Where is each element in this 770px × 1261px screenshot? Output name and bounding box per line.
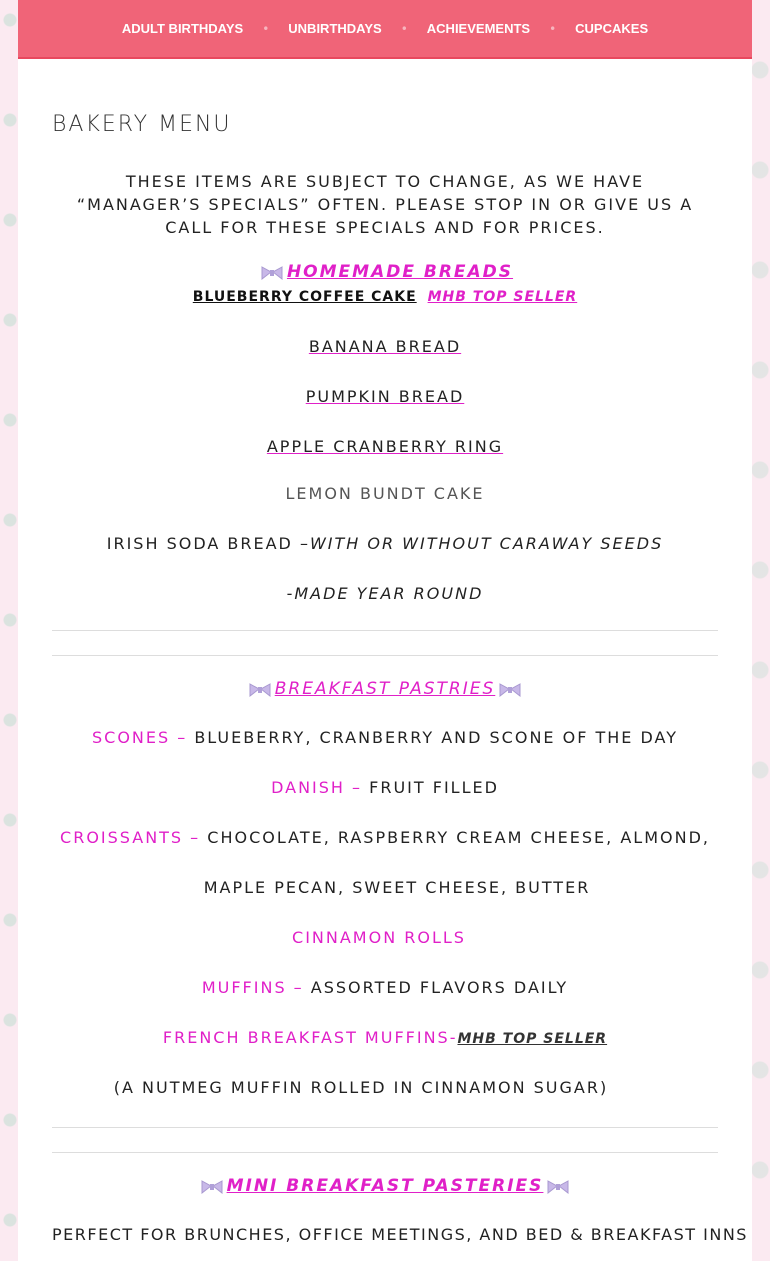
menu-item-desc: (A NUTMEG MUFFIN ROLLED IN CINNAMON SUGAR) (113, 1078, 609, 1097)
pastry-item-scones (52, 728, 718, 747)
nav-separator: • (400, 21, 408, 36)
menu-item-name: CINNAMON ROLLS (292, 928, 466, 947)
pastry-item-cinnamon-rolls (46, 928, 712, 947)
bread-item-blueberry-coffee-cake (52, 289, 718, 305)
menu-item-name: BANANA BREAD (308, 337, 462, 356)
menu-item-desc: BLUEBERRY, CRANBERRY AND SCONE OF THE DAY (194, 728, 678, 747)
pastries-heading-link[interactable]: BREAKFAST PASTRIES (274, 679, 496, 699)
menu-item-name: SCONES – (91, 728, 188, 747)
top-seller-link[interactable]: MHB TOP SELLER (457, 1031, 608, 1047)
menu-item-note: WITH OR WITHOUT CARAWAY SEEDS (309, 534, 664, 553)
pastry-item-croissants-cont (64, 878, 730, 897)
pastry-item-muffins (52, 978, 718, 997)
page-title: BAKERY MENU (52, 112, 232, 137)
mini-description (52, 1225, 748, 1244)
bread-item-irish-soda (52, 534, 718, 553)
menu-item-name: FRENCH BREAKFAST MUFFINS- (162, 1028, 458, 1047)
mini-heading-link[interactable]: MINI BREAKFAST PASTERIES (226, 1176, 544, 1196)
pastry-item-french-breakfast-muffins (52, 1028, 718, 1047)
pastry-item-danish (52, 778, 718, 797)
nav-adult-birthdays[interactable]: ADULT BIRTHDAYS (121, 21, 244, 36)
pastries-heading-row (52, 679, 718, 699)
bread-item-apple-cranberry-ring (52, 437, 718, 456)
bread-item-pumpkin (52, 387, 718, 406)
section-divider (52, 1152, 718, 1153)
menu-item-name: APPLE CRANBERRY RING (266, 437, 504, 456)
nav-achievements[interactable]: ACHIEVEMENTS (426, 21, 531, 36)
mini-heading-row (52, 1176, 718, 1196)
bread-item-year-round (52, 584, 718, 603)
menu-item-name: PUMPKIN BREAD (305, 387, 465, 406)
bow-tie-icon (248, 683, 272, 697)
menu-item-desc: ASSORTED FLAVORS DAILY (310, 978, 569, 997)
section-divider (52, 630, 718, 631)
menu-item-name: DANISH – (271, 778, 363, 797)
intro-text: THESE ITEMS ARE SUBJECT TO CHANGE, AS WE HAVE “MANAGER’S SPECIALS” OFTEN. PLEASE STOP IN OR GIVE US A CALL FOR THESE SPECIALS AND FOR PRICES. (76, 172, 694, 237)
menu-item-name: MUFFINS – (201, 978, 304, 997)
nav-separator: • (262, 21, 270, 36)
breads-heading-link[interactable]: HOMEMADE BREADS (286, 262, 514, 282)
menu-item-name: BLUEBERRY COFFEE CAKE (192, 289, 417, 305)
nav-cupcakes[interactable]: CUPCAKES (575, 21, 649, 36)
menu-item-name: CROISSANTS – (60, 828, 201, 847)
menu-item-note: MADE YEAR ROUND (294, 584, 484, 603)
nav-unbirthdays[interactable]: UNBIRTHDAYS (288, 21, 382, 36)
menu-item-name: IRISH SODA BREAD – (106, 534, 310, 553)
bow-tie-icon (260, 266, 284, 280)
bow-tie-icon (200, 1180, 224, 1194)
pastry-item-french-breakfast-desc (28, 1078, 694, 1097)
bow-tie-icon (546, 1180, 570, 1194)
nav-separator: • (549, 21, 557, 36)
breads-heading-row (52, 262, 718, 282)
menu-item-name: LEMON BUNDT CAKE (285, 484, 485, 503)
top-navigation (18, 0, 752, 59)
pastry-item-croissants (52, 828, 718, 847)
menu-item-name: - (286, 584, 295, 603)
menu-item-desc: PERFECT FOR BRUNCHES, OFFICE MEETINGS, AND BED & BREAKFAST INNS (52, 1225, 748, 1244)
top-seller-link[interactable]: MHB TOP SELLER (427, 289, 578, 305)
section-divider (52, 1127, 718, 1128)
menu-item-desc: FRUIT FILLED (369, 778, 499, 797)
menu-item-desc: MAPLE PECAN, SWEET CHEESE, BUTTER (203, 878, 591, 897)
bow-tie-icon (498, 683, 522, 697)
bread-item-banana (52, 337, 718, 356)
bread-item-lemon-bundt (52, 484, 718, 503)
section-divider (52, 655, 718, 656)
menu-item-desc: CHOCOLATE, RASPBERRY CREAM CHEESE, ALMOND, (207, 828, 710, 847)
